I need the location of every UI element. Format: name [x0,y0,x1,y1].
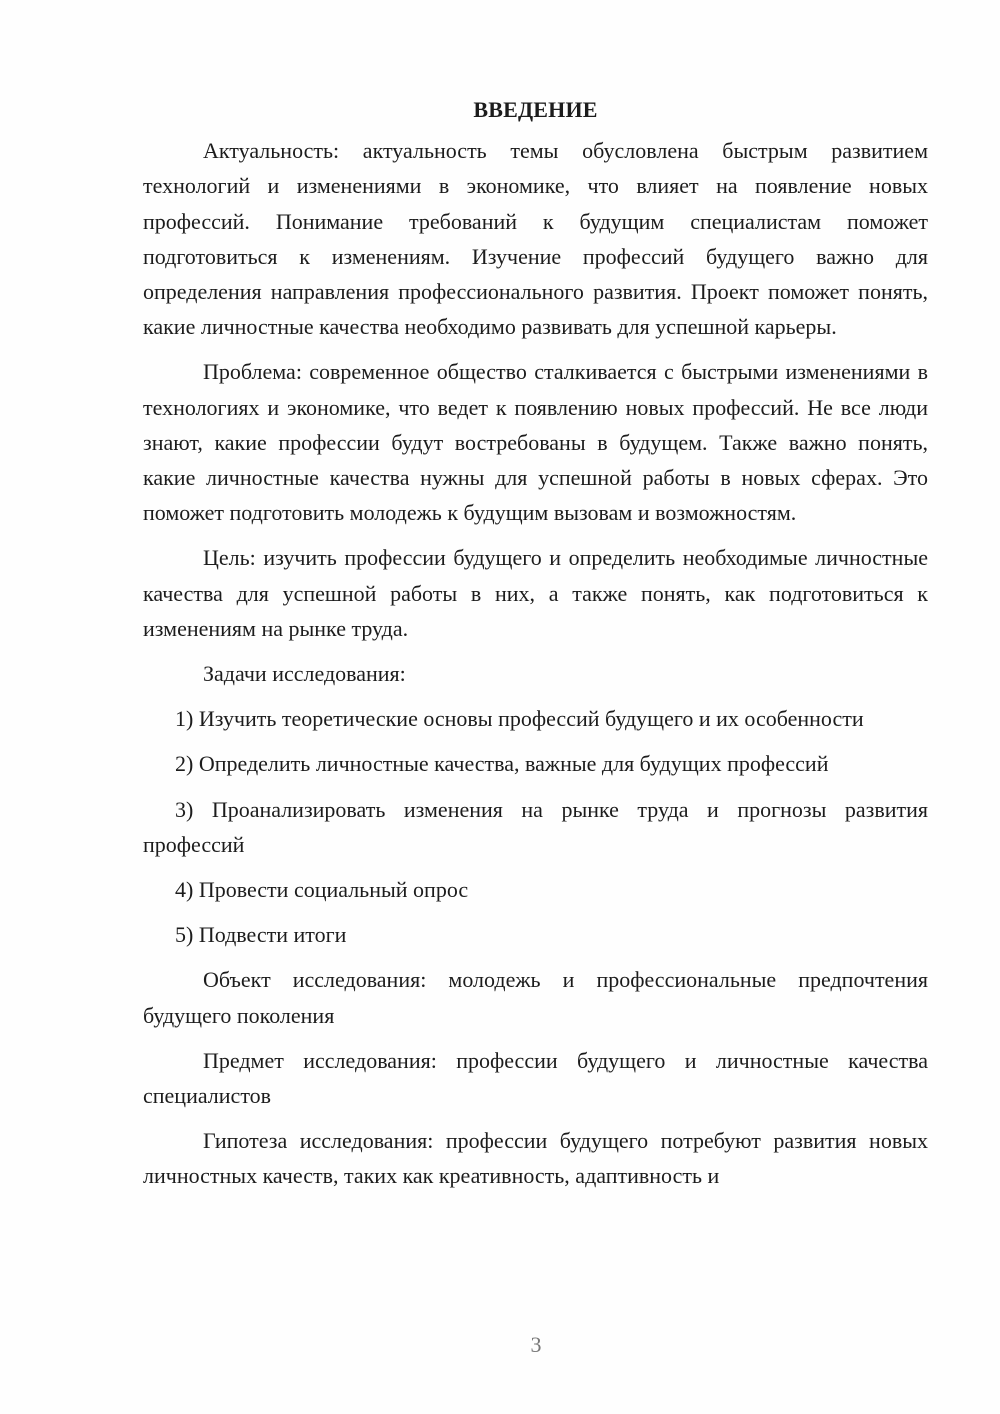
object-paragraph: Объект исследования: молодежь и профессиональные предпочтения будущего поколения [143,967,928,1028]
subject-paragraph: Предмет исследования: профессии будущего и личностные качества специалистов [143,1047,928,1109]
page-number: 3 [530,1332,542,1357]
task-item-2: 2) Определить личностные качества, важные для будущих профессий [175,751,829,777]
problem-paragraph: Проблема: современное общество сталкивается с быстрыми изменениями в технологиях и экономике, что ведет к появлению новых профессий. Не все люди знают, какие профессии будут востребованы в будущем. Также важно понять, какие личностные качества нужны для успешной работы в новых сферах. Это поможет подготовить молодежь к будущим вызовам и возможностям. [143,359,928,526]
relevance-paragraph: Актуальность: актуальность темы обусловлена быстрым развитием технологий и изменениями в экономике, что влияет на появление новых профессий. Понимание требований к будущим специалистам поможет подготовиться к изменениям. Изучение профессий будущего важно для определения направления профессионального развития. Проект поможет понять, какие личностные качества необходимо развивать для успешной карьеры. [143,138,928,340]
task-item-4: 4) Провести социальный опрос [175,877,469,903]
goal-paragraph: Цель: изучить профессии будущего и определить необходимые личностные качества для успешной работы в них, а также понять, как подготовиться к изменениям на рынке труда. [143,545,928,641]
page-title: ВВЕДЕНИЕ [473,97,598,122]
hypothesis-paragraph: Гипотеза исследования: профессии будущего потребуют развития новых личностных качеств, таких как креативность, адаптивность и [143,1128,928,1189]
task-item-1: 1) Изучить теоретические основы профессий будущего и их особенности [175,706,864,732]
tasks-heading: Задачи исследования: [203,661,406,687]
task-item-5: 5) Подвести итоги [175,922,347,948]
page-content [143,92,928,1204]
task-item-3: 3) Проанализировать изменения на рынке труда и прогнозы развития профессий [143,796,928,857]
